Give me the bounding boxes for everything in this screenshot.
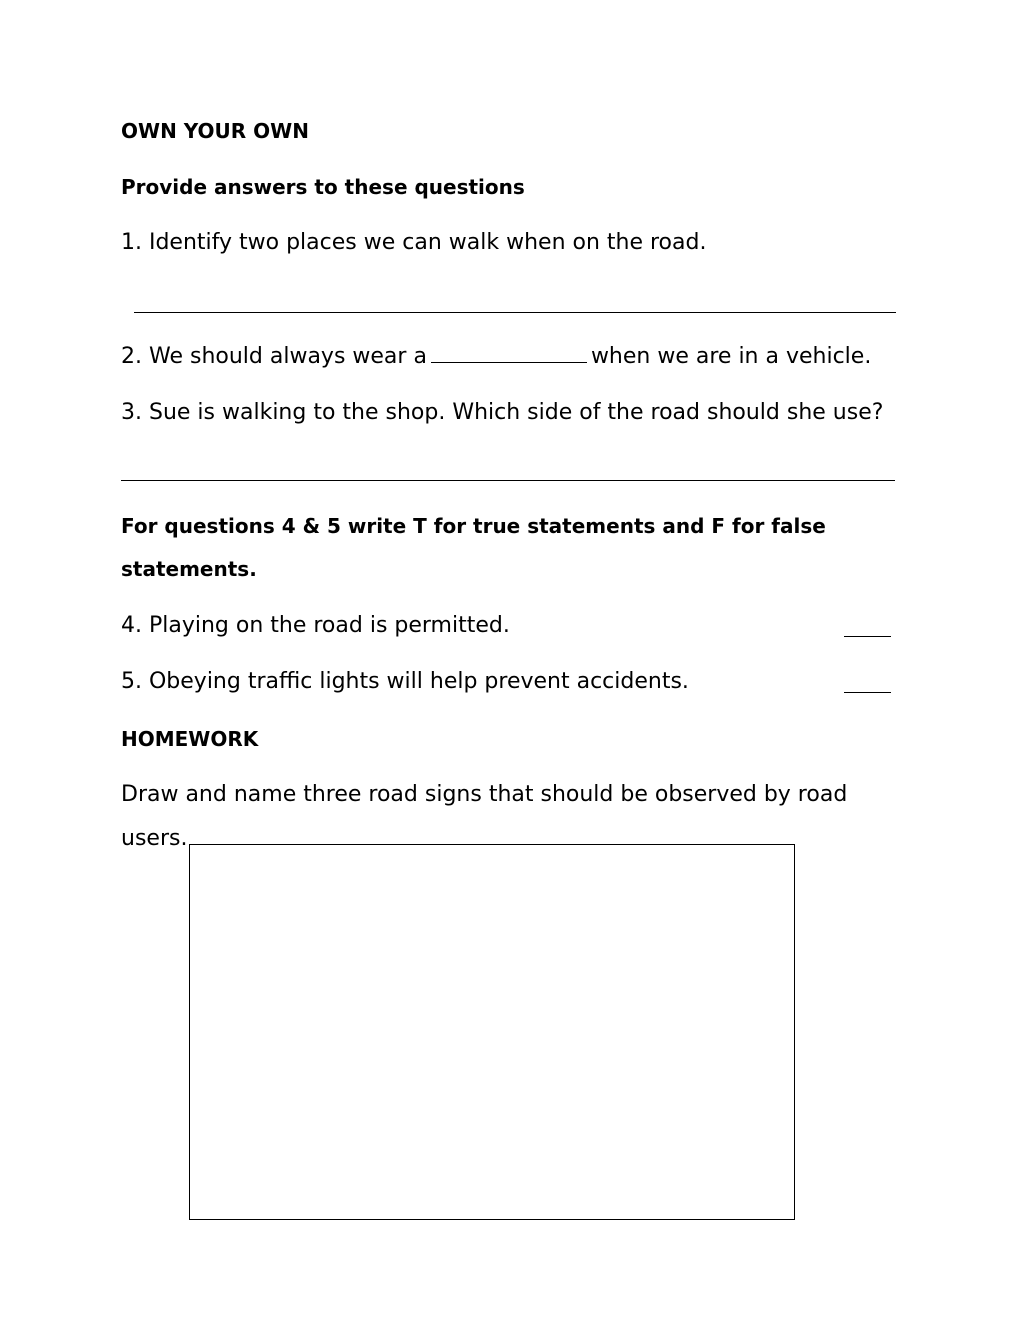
section-title: OWN YOUR OWN [121, 119, 309, 143]
drawing-box[interactable] [189, 844, 795, 1220]
question-2-start: 2. We should always wear a [121, 344, 427, 369]
question-1: 1. Identify two places we can walk when on the road. [121, 230, 707, 255]
question-3: 3. Sue is walking to the shop. Which side of the road should she use? [121, 400, 884, 425]
question-2 [121, 344, 871, 369]
homework-title: HOMEWORK [121, 727, 259, 751]
tf-instruction-line-2: statements. [121, 557, 257, 581]
answer-line-3[interactable] [121, 480, 895, 481]
instruction-text: Provide answers to these questions [121, 175, 525, 199]
question-2-end: when we are in a vehicle. [590, 344, 872, 369]
tf-instruction-line-1: For questions 4 & 5 write T for true statements and F for false [121, 514, 826, 538]
question-4: 4. Playing on the road is permitted. [121, 613, 510, 638]
homework-text-line-2: users. [121, 826, 188, 851]
answer-blank-5[interactable] [844, 692, 891, 693]
answer-blank-2[interactable] [431, 344, 587, 363]
homework-text-line-1: Draw and name three road signs that should be observed by road [121, 782, 848, 807]
answer-blank-4[interactable] [844, 636, 891, 637]
question-5: 5. Obeying traffic lights will help prevent accidents. [121, 669, 689, 694]
answer-line-1[interactable] [134, 312, 896, 313]
